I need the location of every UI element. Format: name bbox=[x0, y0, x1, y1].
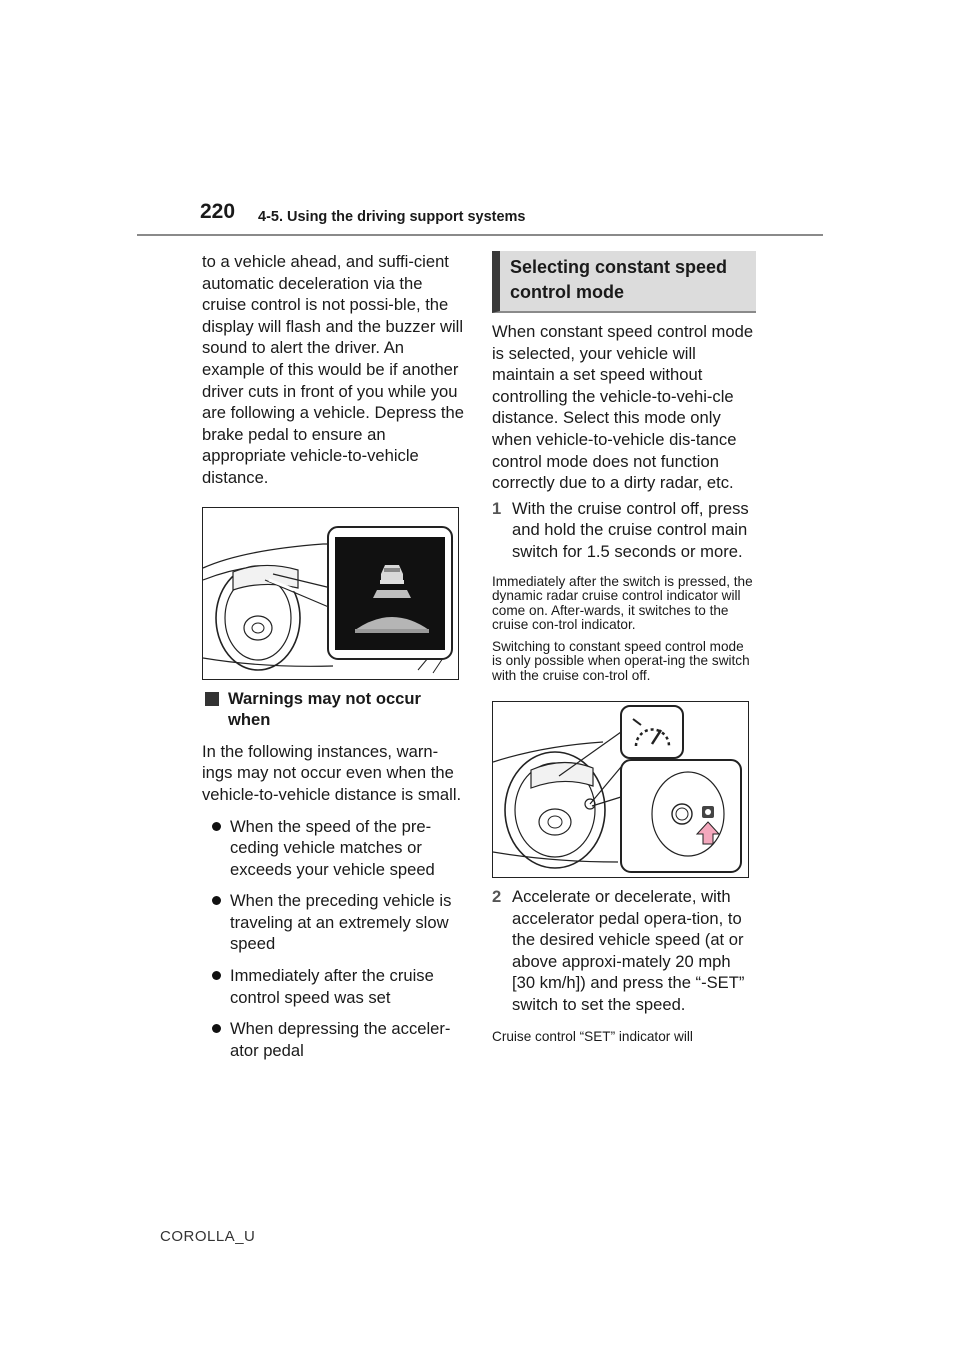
left-column bbox=[202, 251, 464, 1071]
step-number: 2 bbox=[492, 887, 502, 907]
list-item bbox=[202, 1018, 464, 1061]
warnings-heading-text: Warnings may not occur when bbox=[228, 688, 422, 730]
bullet-icon bbox=[212, 822, 221, 831]
list-item-text: Immediately after the cruise control speed was set bbox=[230, 966, 434, 1007]
header-divider bbox=[137, 234, 823, 236]
note-switch-off: Switching to constant speed control mode is only possible when operat-ing the switch with the cruise con-trol off. bbox=[492, 638, 750, 683]
model-code-footer: COROLLA_U bbox=[160, 1228, 256, 1245]
list-item-text: When depressing the acceler-ator pedal bbox=[230, 1019, 451, 1060]
step-1 bbox=[492, 498, 756, 563]
step-2 bbox=[492, 886, 756, 1016]
intro-paragraph: to a vehicle ahead, and suffi-cient automatic deceleration via the cruise control is not possi-ble, the display will flash and the buzzer will sound to alert the driver. An example of this would be if another driver cuts in front of you while you are following a vehicle. Depress the brake pedal to ensure an appropriate vehicle-to-vehicle distance. bbox=[202, 252, 464, 487]
warnings-heading bbox=[202, 688, 464, 731]
page-number: 220 bbox=[200, 200, 236, 223]
list-item bbox=[202, 965, 464, 1008]
note-indicator: Immediately after the switch is pressed, the dynamic radar cruise control indicator will come on. After-wards, it switches to the cruise con-trol indicator. bbox=[492, 573, 753, 633]
constant-speed-intro: When constant speed control mode is selected, your vehicle will maintain a set speed without controlling the vehicle-to-vehi-cle distance. Select this mode only when vehicle-to-vehicle dis-tance control mode does not function correctly due to a dirty radar, etc. bbox=[492, 322, 754, 493]
right-column bbox=[492, 251, 756, 1044]
bullet-icon bbox=[212, 896, 221, 905]
warnings-intro: In the following instances, warn-ings may not occur even when the vehicle-to-vehicle distance is small. bbox=[202, 741, 462, 804]
step-number: 1 bbox=[492, 498, 502, 518]
steering-switch-figure bbox=[492, 701, 749, 878]
step-text: With the cruise control off, press and hold the cruise control main switch for 1.5 seconds or more. bbox=[512, 498, 749, 561]
section-title: 4-5. Using the driving support systems bbox=[258, 209, 526, 225]
step-text: Accelerate or decelerate, with accelerator pedal opera-tion, to the desired vehicle speed (at or above approxi-mately 20 mph [30 km/h]) and press the “-SET” switch to set the speed. bbox=[512, 887, 745, 1014]
bullet-icon bbox=[212, 971, 221, 980]
list-item bbox=[202, 816, 464, 881]
note-set-indicator: Cruise control “SET” indicator will bbox=[492, 1028, 693, 1044]
section-heading-box: Selecting constant speed control mode bbox=[492, 251, 756, 313]
list-item-text: When the preceding vehicle is traveling at an extremely slow speed bbox=[230, 891, 452, 954]
warnings-list bbox=[202, 816, 464, 1062]
steering-wheel-illustration bbox=[493, 702, 748, 877]
section-square-marker bbox=[205, 692, 219, 706]
list-item bbox=[202, 890, 464, 955]
dashboard-illustration bbox=[203, 508, 458, 679]
bullet-icon bbox=[212, 1024, 221, 1033]
list-item-text: When the speed of the pre-ceding vehicle matches or exceeds your vehicle speed bbox=[230, 816, 435, 879]
display-warning-figure bbox=[202, 507, 459, 680]
